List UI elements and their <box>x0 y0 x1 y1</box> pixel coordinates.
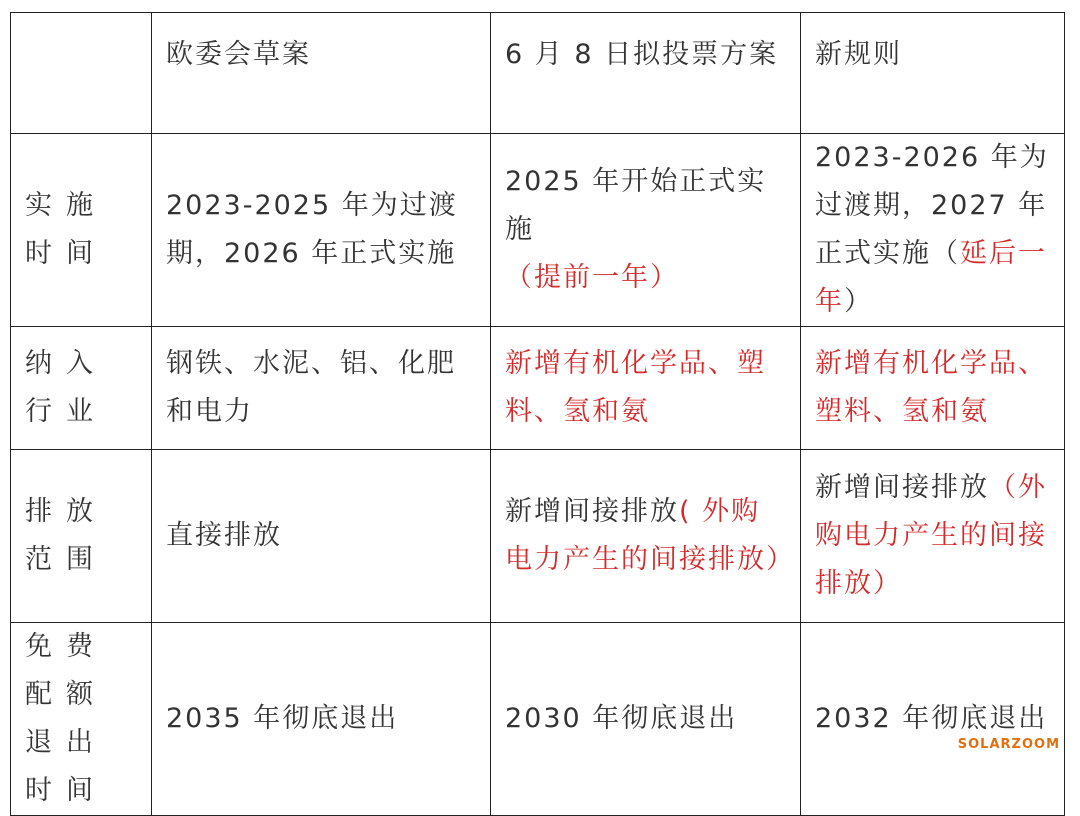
header-commission-draft: 欧委会草案 <box>152 13 491 134</box>
new-implementation-paren-close: ） <box>844 286 873 317</box>
table-header-row <box>11 13 1065 134</box>
row-label-implementation-time: 实施时间 <box>11 134 152 327</box>
table-row-included-industries <box>11 327 1065 450</box>
header-june8-vote-proposal: 6 月 8 日拟投票方案 <box>491 13 801 134</box>
table-row-free-allowance-exit <box>11 623 1065 816</box>
table-row-emission-scope <box>11 450 1065 623</box>
vote-implementation-note: （提前一年） <box>505 262 679 293</box>
cell-vote-implementation-time <box>491 134 801 327</box>
cell-draft-included-industries: 钢铁、水泥、铝、化肥和电力 <box>152 327 491 450</box>
cell-new-free-allowance-exit: 2032 年彻底退出 <box>801 623 1065 816</box>
new-emission-main-text: 新增间接排放 <box>815 472 989 503</box>
new-implementation-note: 延后一年 <box>815 238 1047 317</box>
cell-new-included-industries: 新增有机化学品、塑料、氢和氨 <box>801 327 1065 450</box>
vote-emission-main-text: 新增间接排放 <box>505 496 679 527</box>
vote-implementation-main-text: 2025 年开始正式实施 <box>505 166 767 245</box>
cell-vote-included-industries: 新增有机化学品、塑料、氢和氨 <box>491 327 801 450</box>
new-implementation-paren-open: （ <box>931 238 960 269</box>
cbam-comparison-table <box>10 12 1065 816</box>
cell-vote-emission-scope <box>491 450 801 623</box>
header-new-rules: 新规则 <box>801 13 1065 134</box>
vote-emission-note: ( 外购电力产生的间接排放） <box>505 496 795 575</box>
header-corner-cell <box>11 13 152 134</box>
cell-new-implementation-time <box>801 134 1065 327</box>
new-emission-note: （外购电力产生的间接排放） <box>815 472 1047 599</box>
cell-draft-free-allowance-exit: 2035 年彻底退出 <box>152 623 491 816</box>
row-label-free-allowance-exit: 免费配额退出时间 <box>11 623 152 816</box>
cell-vote-free-allowance-exit: 2030 年彻底退出 <box>491 623 801 816</box>
row-label-emission-scope: 排放范围 <box>11 450 152 623</box>
table-row-implementation-time <box>11 134 1065 327</box>
cell-draft-implementation-time: 2023-2025 年为过渡期，2026 年正式实施 <box>152 134 491 327</box>
row-label-included-industries: 纳入行业 <box>11 327 152 450</box>
new-implementation-main-text: 2023-2026 年为过渡期，2027 年正式实施 <box>815 142 1049 269</box>
cell-new-emission-scope <box>801 450 1065 623</box>
solarzoom-watermark: SOLARZOOM <box>957 737 1060 752</box>
cell-draft-emission-scope: 直接排放 <box>152 450 491 623</box>
